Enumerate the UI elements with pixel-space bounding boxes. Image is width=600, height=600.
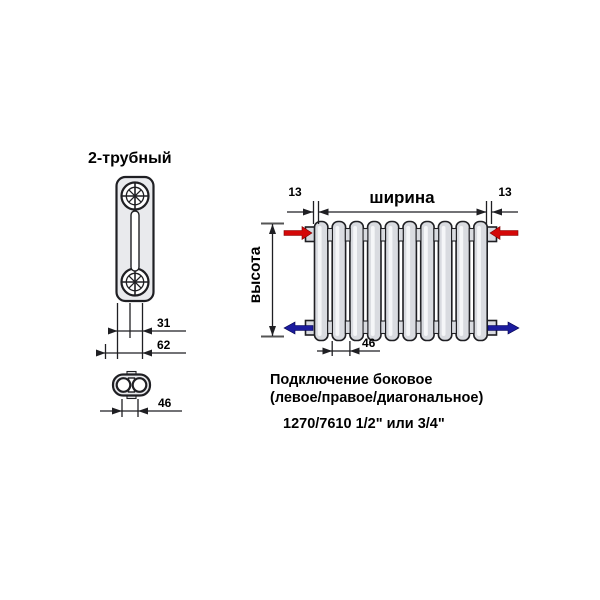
tube-back [133,378,147,392]
dim-tube-spacing: 31 [157,316,171,330]
section-connector-top [452,229,457,242]
bottom-connection-boss [122,269,149,296]
section-connector-top [469,229,474,242]
section-highlight [406,226,410,336]
connection-line1: Подключение боковое [270,372,433,388]
section-highlight [353,226,357,336]
section-highlight [442,226,446,336]
side-offset-left: 13 [288,185,302,199]
height-dimension [247,224,284,337]
connection-info [270,372,483,432]
section-top-view [113,372,150,399]
page-title: 2-трубный [88,150,172,167]
top-view-dimension [100,396,182,417]
section-highlight [336,226,340,336]
section-pitch: 46 [362,336,376,350]
section-connector-bottom [363,321,368,334]
section-highlight [389,226,393,336]
section-connector-top [416,229,421,242]
section-connector-bottom [452,321,457,334]
section-connector-bottom [469,321,474,334]
section-highlight [371,226,375,336]
radiator-sections [315,222,488,341]
section-connector-top [381,229,386,242]
height-label: высота [247,246,264,304]
section-connector-bottom [381,321,386,334]
section-connector-top [345,229,350,242]
tube-front [117,378,131,392]
dim-section-width: 46 [158,396,172,410]
section-highlight [477,226,481,336]
section-connector-bottom [416,321,421,334]
connection-line3: 1270/7610 1/2" или 3/4" [283,416,445,432]
connection-line2: (левое/правое/диагональное) [270,390,484,406]
section-connector-top [363,229,368,242]
section-connector-bottom [434,321,439,334]
top-connection-boss [122,183,149,210]
section-connector-bottom [398,321,403,334]
section-groove [131,211,139,271]
width-label: ширина [369,188,435,207]
radiator-front-view [284,222,519,341]
side-offset-right: 13 [498,185,512,199]
dim-depth: 62 [157,338,171,352]
section-connector-bottom [328,321,333,334]
section-highlight [424,226,428,336]
section-side-view [117,177,154,301]
section-highlight [318,226,322,336]
width-dimension [287,185,518,224]
section-connector-bottom [345,321,350,334]
side-view-dimensions [96,303,186,359]
section-connector-top [434,229,439,242]
section-connector-top [398,229,403,242]
section-connector-top [328,229,333,242]
section-highlight [459,226,463,336]
